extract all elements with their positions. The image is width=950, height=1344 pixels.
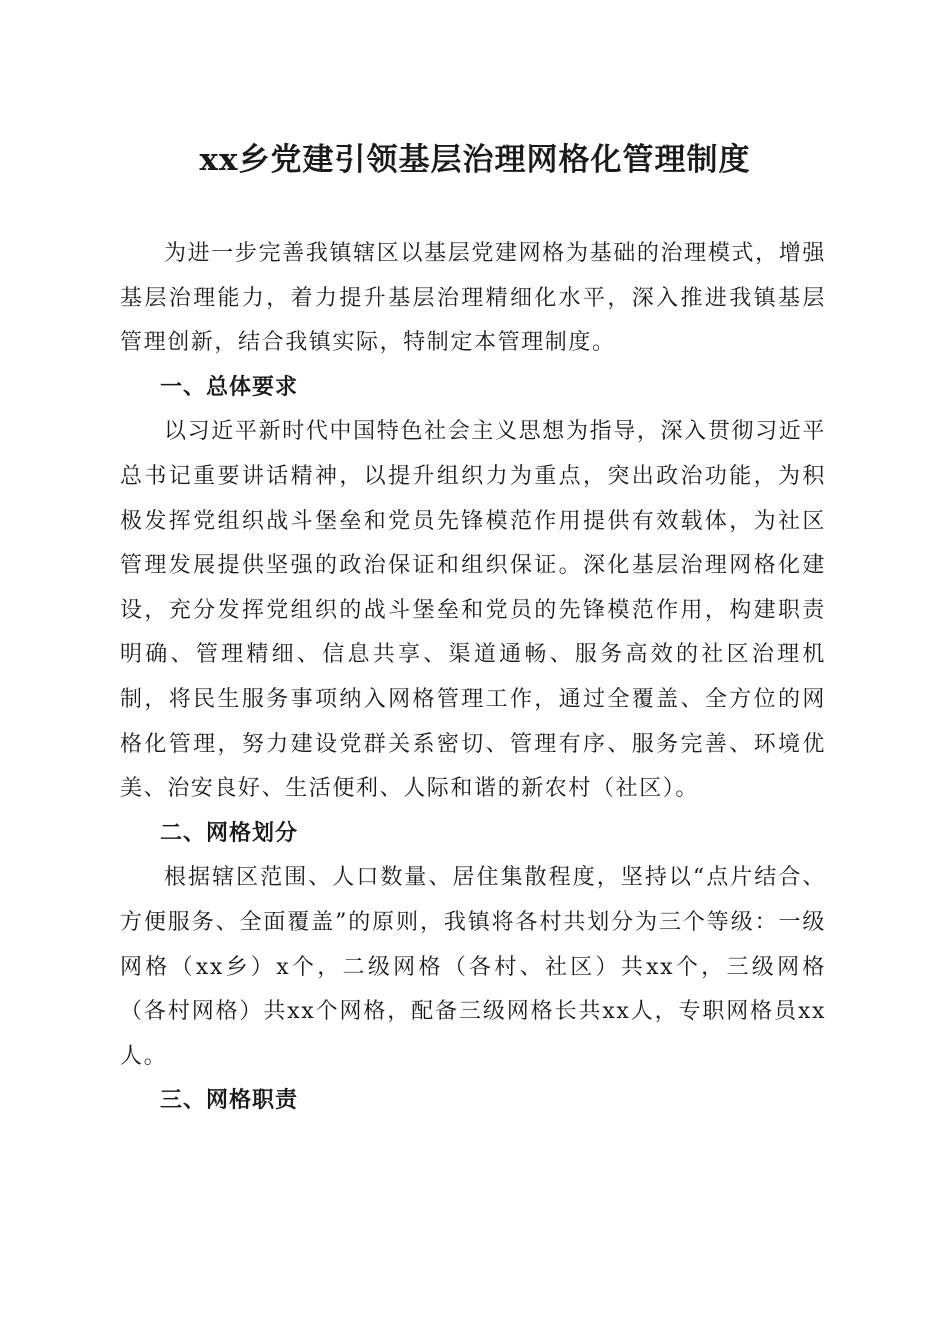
- section-body-general-requirements: 以习近平新时代中国特色社会主义思想为指导，深入贯彻习近平总书记重要讲话精神，以提升组织力为重点，突出政治功能，为积极发挥党组织战斗堡垒和党员先锋模范作用提供有效载体，为社区管理发展提供坚强的政治保证和组织保证。深化基层治理网格化建设，充分发挥党组织的战斗堡垒和党员的先锋模范作用，构建职责明确、管理精细、信息共享、渠道通畅、服务高效的社区治理机制，将民生服务事项纳入网格管理工作，通过全覆盖、全方位的网格化管理，努力建设党群关系密切、管理有序、服务完善、环境优美、治安良好、生活便利、人际和谐的新农村（社区）。: [120, 419, 826, 802]
- document-body: [120, 232, 826, 1124]
- section-heading-grid-duties: 三、网格职责: [160, 1088, 299, 1114]
- document-title: xx乡党建引领基层治理网格化管理制度: [199, 142, 751, 178]
- section-heading-grid-division: 二、网格划分: [160, 820, 299, 846]
- section-body-grid-division: 根据辖区范围、人口数量、居住集散程度，坚持以“点片结合、方便服务、全面覆盖”的原则，我镇将各村共划分为三个等级：一级网格（xx乡）x个，二级网格（各村、社区）共xx个，三级网格（各村网格）共xx个网格，配备三级网格长共xx人，专职网格员xx人。: [120, 865, 826, 1069]
- section-heading-general-requirements: 一、总体要求: [160, 374, 299, 400]
- intro-paragraph: 为进一步完善我镇辖区以基层党建网格为基础的治理模式，增强基层治理能力，着力提升基层治理精细化水平，深入推进我镇基层管理创新，结合我镇实际，特制定本管理制度。: [120, 241, 826, 356]
